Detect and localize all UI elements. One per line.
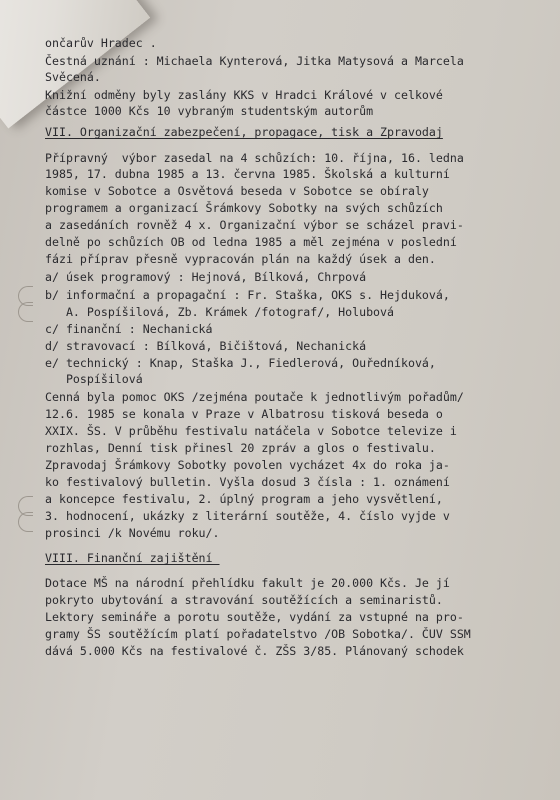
text-line: d/ stravovací : Bílková, Bičištová, Nechanická <box>45 339 367 353</box>
text-line: Čestná uznání : Michaela Kynterová, Jitka Matysová a Marcela <box>45 54 464 68</box>
text-line: prosinci /k Novému roku/. <box>45 526 220 540</box>
section-heading: VIII._Finanční_zajištění_ <box>45 551 220 565</box>
text-line: Pospíšilová <box>45 372 143 386</box>
text-line: dává 5.000 Kčs na festivalové č. ZŠS 3/85. Plánovaný schodek <box>45 644 464 658</box>
text-line: delně po schůzích OB od ledna 1985 a měl zejména v poslední <box>45 235 457 249</box>
text-line: Zpravodaj Šrámkovy Sobotky povolen vycházet 4x do roka ja- <box>45 458 450 472</box>
text-line: ončarův Hradec . <box>45 36 157 50</box>
text-line: a zasedáních rovněž 4 x. Organizační výbor se scházel pravi- <box>45 218 464 232</box>
text-line: programem a organizací Šrámkovy Sobotky na svých schůzích <box>45 201 443 215</box>
text-line: fázi příprav přesně vypracován plán na každý úsek a den. <box>45 252 436 266</box>
text-line: b/ informační a propagační : Fr. Staška, OKS s. Hejduková, <box>45 288 450 302</box>
text-line: komise v Sobotce a Osvětová beseda v Sobotce se obíraly <box>45 184 429 198</box>
text-line: rozhlas, Denní tisk přinesl 20 zpráv a glos o festivalu. <box>45 441 436 455</box>
text-line: 1985, 17. dubna 1985 a 13. června 1985. Školská a kulturní <box>45 167 450 181</box>
text-line: Cenná byla pomoc OKS /zejména poutače k jednotlivým pořadům/ <box>45 390 464 404</box>
text-line: e/ technický : Knap, Staška J., Fiedlerová, Ouředníková, <box>45 356 436 370</box>
text-line: pokryto ubytování a stravování soutěžících a seminaristů. <box>45 593 443 607</box>
text-line: c/ finanční : Nechanická <box>45 322 213 336</box>
text-line: Dotace MŠ na národní přehlídku fakult je 20.000 Kčs. Je jí <box>45 576 450 590</box>
text-line: a koncepce festivalu, 2. úplný program a jeho vysvětlení, <box>45 492 443 506</box>
text-line: ko festivalový bulletin. Vyšla dosud 3 čísla : 1. oznámení <box>45 475 450 489</box>
text-line: částce 1000 Kčs 10 vybraným studentským autorům <box>45 104 374 118</box>
text-line: Přípravný výbor zasedal na 4 schůzích: 10. října, 16. ledna <box>45 151 464 165</box>
text-line: Lektory semináře a porotu soutěže, vydání za vstupné na pro- <box>45 610 464 624</box>
text-line: 3. hodnocení, ukázky z literární soutěže, 4. číslo vyjde v <box>45 509 450 523</box>
text-line: gramy ŠS soutěžícím platí pořadatelstvo /OB Sobotka/. ČUV SSM <box>45 627 471 641</box>
text-line: Knižní odměny byly zaslány KKS v Hradci Králové v celkové <box>45 88 443 102</box>
section-heading: VII._Organizační_zabezpečení,_propagace,_tisk_a_Zpravodaj <box>45 125 443 139</box>
text-line: a/ úsek programový : Hejnová, Bílková, Chrpová <box>45 270 367 284</box>
text-line: Svěcená. <box>45 70 101 84</box>
text-line: 12.6. 1985 se konala v Praze v Albatrosu tisková beseda o <box>45 407 443 421</box>
text-line: XXIX. ŠS. V průběhu festivalu natáčela v Sobotce televize i <box>45 424 457 438</box>
text-line: A. Pospíšilová, Zb. Krámek /fotograf/, Holubová <box>45 305 395 319</box>
